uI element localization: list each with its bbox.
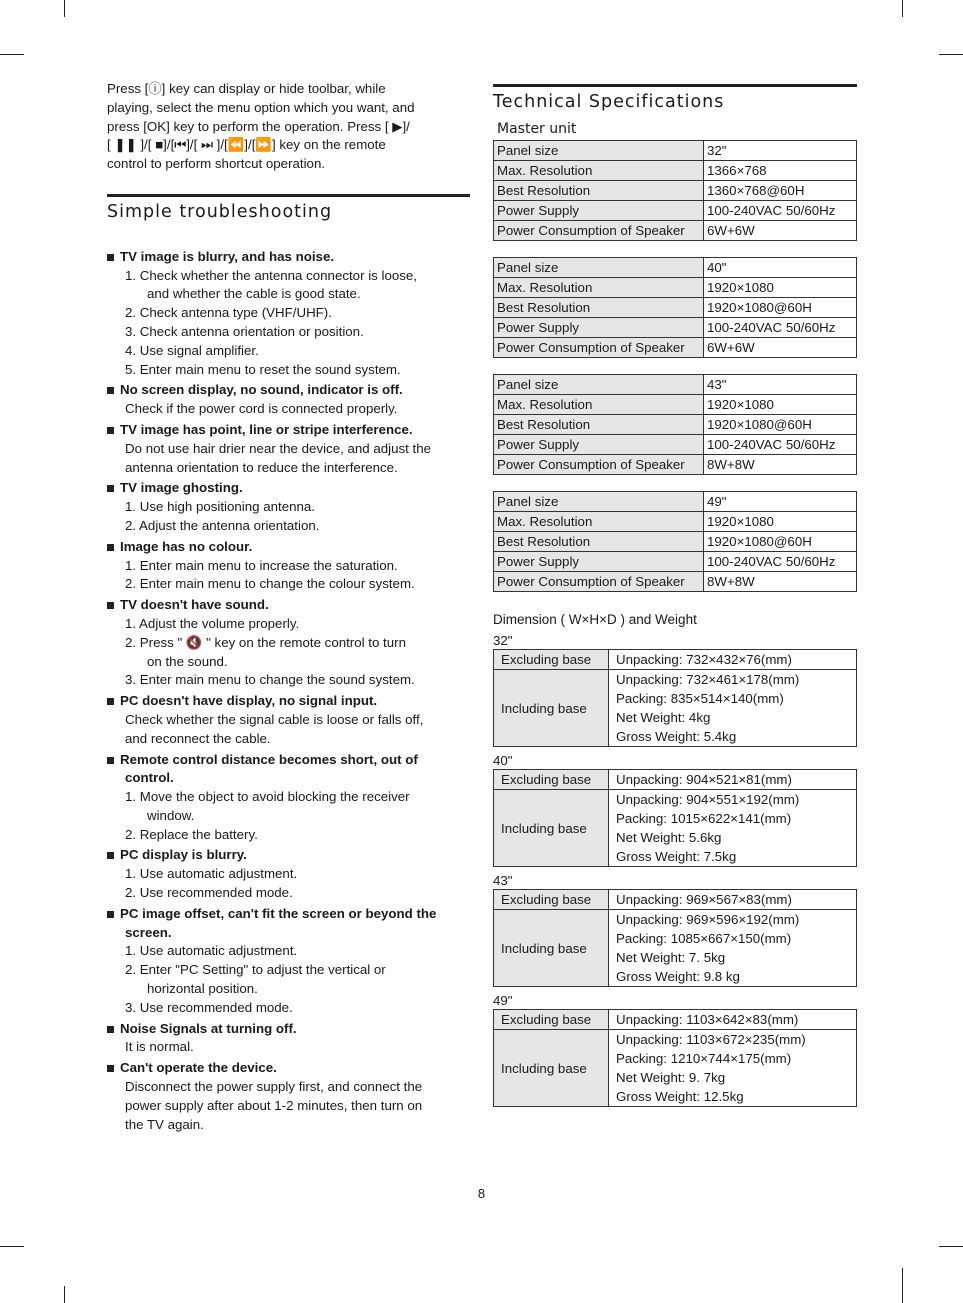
- dimension-table: [493, 1009, 857, 1107]
- spec-key: Power Supply: [494, 435, 704, 455]
- troubleshooting-line: It is normal.: [125, 1039, 194, 1055]
- including-base-line: Net Weight: 9. 7kg: [616, 1070, 726, 1085]
- spec-key: Power Consumption of Speaker: [494, 221, 704, 241]
- including-base-label: Including base: [494, 910, 609, 987]
- dimension-row-excluding: [494, 650, 857, 670]
- spec-value: 32": [704, 141, 857, 161]
- bullet-square-icon: [107, 911, 114, 918]
- spec-value: 1920×1080@60H: [704, 532, 857, 552]
- including-base-line: Net Weight: 4kg: [616, 710, 711, 725]
- troubleshooting-line: Check whether the signal cable is loose or falls off,: [125, 711, 424, 727]
- including-base-values: [609, 910, 857, 987]
- intro-line: control to perform shortcut operation.: [107, 156, 326, 172]
- spec-key: Best Resolution: [494, 415, 704, 435]
- troubleshooting-heading: TV image has point, line or stripe interference.: [107, 421, 470, 440]
- excluding-base-value: Unpacking: 1103×642×83(mm): [609, 1010, 857, 1030]
- intro-line: playing, select the menu option which you want, and: [107, 99, 415, 115]
- troubleshooting-item: [107, 1059, 470, 1134]
- spec-table: [493, 374, 857, 475]
- spec-value: 100-240VAC 50/60Hz: [704, 435, 857, 455]
- including-base-line: Packing: 835×514×140(mm): [616, 691, 784, 706]
- bullet-square-icon: [107, 427, 114, 434]
- spec-value: 1920×1080@60H: [704, 298, 857, 318]
- spec-key: Best Resolution: [494, 181, 704, 201]
- spec-key: Power Supply: [494, 552, 704, 572]
- dimension-row-including: [494, 910, 857, 987]
- crop-mark: [64, 1286, 65, 1303]
- troubleshooting-line: 2. Adjust the antenna orientation.: [125, 517, 320, 533]
- troubleshooting-line: 1. Use high positioning antenna.: [125, 499, 315, 515]
- spec-key: Panel size: [494, 375, 704, 395]
- troubleshooting-heading: TV doesn't have sound.: [107, 596, 470, 615]
- spec-row: [494, 435, 857, 455]
- troubleshooting-item: [107, 479, 470, 535]
- dimension-title: Dimension ( W×H×D ) and Weight: [493, 612, 697, 627]
- troubleshooting-line: 3. Check antenna orientation or position.: [125, 323, 364, 339]
- spec-row: [494, 455, 857, 475]
- spec-row: [494, 298, 857, 318]
- dimension-row-excluding: [494, 770, 857, 790]
- spec-key: Power Supply: [494, 318, 704, 338]
- troubleshooting-item: [107, 381, 470, 419]
- spec-row: [494, 532, 857, 552]
- spec-row: [494, 375, 857, 395]
- spec-key: Max. Resolution: [494, 512, 704, 532]
- including-base-label: Including base: [494, 790, 609, 867]
- troubleshooting-item: [107, 421, 470, 477]
- dimension-size-label: 49": [493, 993, 513, 1008]
- page-number: 8: [477, 1186, 486, 1201]
- troubleshooting-line: and reconnect the cable.: [125, 730, 271, 746]
- including-base-line: Unpacking: 904×551×192(mm): [616, 792, 800, 807]
- dimension-table: [493, 769, 857, 867]
- spec-key: Panel size: [494, 492, 704, 512]
- including-base-label: Including base: [494, 1030, 609, 1107]
- intro-line: press [OK] key to perform the operation. Press [ ▶]/: [107, 118, 410, 134]
- spec-key: Best Resolution: [494, 532, 704, 552]
- troubleshooting-line: 2. Check antenna type (VHF/UHF).: [125, 305, 332, 321]
- troubleshooting-line: the TV again.: [125, 1116, 204, 1132]
- bullet-square-icon: [107, 544, 114, 551]
- troubleshooting-heading: No screen display, no sound, indicator is off.: [107, 381, 470, 400]
- troubleshooting-line: window.: [147, 807, 195, 823]
- dimension-row-including: [494, 1030, 857, 1107]
- troubleshooting-line: 2. Press " 🔇 " key on the remote control to turn: [125, 634, 406, 650]
- including-base-line: Gross Weight: 5.4kg: [616, 729, 737, 744]
- excluding-base-label: Excluding base: [494, 890, 609, 910]
- troubleshooting-line: 2. Enter "PC Setting" to adjust the vertical or: [125, 962, 386, 978]
- bullet-square-icon: [107, 1065, 114, 1072]
- spec-row: [494, 278, 857, 298]
- dimension-row-including: [494, 790, 857, 867]
- troubleshooting-heading: PC display is blurry.: [107, 846, 470, 865]
- including-base-line: Unpacking: 969×596×192(mm): [616, 912, 800, 927]
- troubleshooting-heading: Noise Signals at turning off.: [107, 1020, 470, 1039]
- spec-row: [494, 258, 857, 278]
- including-base-values: [609, 790, 857, 867]
- spec-value: 100-240VAC 50/60Hz: [704, 318, 857, 338]
- troubleshooting-line: on the sound.: [147, 653, 228, 669]
- troubleshooting-item: [107, 692, 470, 748]
- spec-row: [494, 221, 857, 241]
- dimension-size-label: 43": [493, 873, 513, 888]
- including-base-values: [609, 1030, 857, 1107]
- crop-mark: [0, 54, 24, 55]
- troubleshooting-line: antenna orientation to reduce the interference.: [125, 459, 398, 475]
- spec-row: [494, 141, 857, 161]
- spec-value: 1920×1080: [704, 395, 857, 415]
- spec-value: 6W+6W: [704, 221, 857, 241]
- spec-value: 43": [704, 375, 857, 395]
- troubleshooting-item: [107, 1020, 470, 1058]
- troubleshooting-heading: Can't operate the device.: [107, 1059, 470, 1078]
- troubleshooting-item: [107, 538, 470, 594]
- crop-mark: [64, 0, 65, 17]
- spec-row: [494, 492, 857, 512]
- spec-table: [493, 491, 857, 592]
- including-base-line: Unpacking: 1103×672×235(mm): [616, 1032, 806, 1047]
- spec-value: 8W+8W: [704, 455, 857, 475]
- excluding-base-label: Excluding base: [494, 770, 609, 790]
- dimension-table: [493, 649, 857, 747]
- dimension-groups: [493, 633, 857, 1107]
- including-base-line: Unpacking: 732×461×178(mm): [616, 672, 800, 687]
- crop-mark: [902, 1268, 903, 1303]
- troubleshooting-line: power supply after about 1-2 minutes, then turn on: [125, 1097, 423, 1113]
- troubleshooting-line: and whether the cable is good state.: [147, 286, 361, 302]
- excluding-base-value: Unpacking: 904×521×81(mm): [609, 770, 857, 790]
- troubleshooting-line: 2. Use recommended mode.: [125, 885, 293, 901]
- troubleshooting-heading: Remote control distance becomes short, out of: [107, 751, 470, 770]
- troubleshooting-line: 1. Enter main menu to increase the saturation.: [125, 557, 398, 573]
- specs-title: Technical Specifications: [493, 92, 725, 112]
- intro-line: [ ❚❚ ]/[ ■]/[⏮]/[ ⏭ ]/[⏪]/[⏩] key on the remote: [107, 137, 386, 153]
- section-rule: [493, 84, 857, 87]
- troubleshooting-line: 3. Use recommended mode.: [125, 999, 293, 1015]
- excluding-base-value: Unpacking: 732×432×76(mm): [609, 650, 857, 670]
- spec-row: [494, 201, 857, 221]
- spec-key: Power Consumption of Speaker: [494, 572, 704, 592]
- dimension-table: [493, 889, 857, 987]
- troubleshooting-title: Simple troubleshooting: [107, 201, 333, 222]
- including-base-label: Including base: [494, 670, 609, 747]
- troubleshooting-heading: TV image ghosting.: [107, 479, 470, 498]
- spec-table: [493, 140, 857, 241]
- spec-value: 40": [704, 258, 857, 278]
- spec-value: 1920×1080: [704, 278, 857, 298]
- including-base-line: Packing: 1210×744×175(mm): [616, 1051, 792, 1066]
- troubleshooting-line: horizontal position.: [147, 981, 258, 997]
- spec-key: Power Consumption of Speaker: [494, 455, 704, 475]
- spec-key: Power Supply: [494, 201, 704, 221]
- spec-value: 6W+6W: [704, 338, 857, 358]
- spec-value: 100-240VAC 50/60Hz: [704, 552, 857, 572]
- spec-row: [494, 512, 857, 532]
- intro-line: Press [ⓘ] key can display or hide toolbar, while: [107, 81, 386, 96]
- spec-value: 8W+8W: [704, 572, 857, 592]
- troubleshooting-heading-cont: screen.: [125, 924, 172, 940]
- troubleshooting-heading: Image has no colour.: [107, 538, 470, 557]
- bullet-square-icon: [107, 602, 114, 609]
- troubleshooting-line: 1. Adjust the volume properly.: [125, 615, 300, 631]
- including-base-line: Gross Weight: 9.8 kg: [616, 969, 740, 984]
- troubleshooting-line: 2. Replace the battery.: [125, 826, 258, 842]
- spec-key: Max. Resolution: [494, 395, 704, 415]
- troubleshooting-line: 1. Use automatic adjustment.: [125, 943, 298, 959]
- including-base-line: Net Weight: 7. 5kg: [616, 950, 726, 965]
- troubleshooting-line: 1. Move the object to avoid blocking the receiver: [125, 789, 410, 805]
- spec-key: Best Resolution: [494, 298, 704, 318]
- intro-paragraph: [107, 80, 470, 174]
- spec-key: Panel size: [494, 141, 704, 161]
- spec-value: 1366×768: [704, 161, 857, 181]
- spec-value: 1360×768@60H: [704, 181, 857, 201]
- bullet-square-icon: [107, 852, 114, 859]
- troubleshooting-item: [107, 846, 470, 902]
- bullet-square-icon: [107, 485, 114, 492]
- spec-tables: [493, 140, 857, 592]
- spec-row: [494, 395, 857, 415]
- including-base-line: Gross Weight: 7.5kg: [616, 849, 737, 864]
- spec-value: 1920×1080: [704, 512, 857, 532]
- troubleshooting-item: [107, 248, 470, 380]
- troubleshooting-line: 3. Enter main menu to change the sound system.: [125, 672, 415, 688]
- bullet-square-icon: [107, 387, 114, 394]
- spec-table: [493, 257, 857, 358]
- spec-value: 49": [704, 492, 857, 512]
- spec-key: Max. Resolution: [494, 278, 704, 298]
- dimension-size-label: 40": [493, 753, 513, 768]
- crop-mark: [939, 1246, 963, 1247]
- troubleshooting-heading-cont: control.: [125, 770, 174, 786]
- spec-row: [494, 415, 857, 435]
- troubleshooting-list: [107, 248, 470, 1135]
- bullet-square-icon: [107, 1026, 114, 1033]
- troubleshooting-heading: PC doesn't have display, no signal input.: [107, 692, 470, 711]
- left-column: [107, 80, 470, 1136]
- including-base-line: Gross Weight: 12.5kg: [616, 1089, 744, 1104]
- troubleshooting-item: [107, 751, 470, 845]
- dimension-row-excluding: [494, 1010, 857, 1030]
- including-base-line: Net Weight: 5.6kg: [616, 830, 722, 845]
- troubleshooting-line: 2. Enter main menu to change the colour system.: [125, 576, 415, 592]
- spec-value: 100-240VAC 50/60Hz: [704, 201, 857, 221]
- troubleshooting-line: 1. Check whether the antenna connector is loose,: [125, 267, 417, 283]
- including-base-line: Packing: 1085×667×150(mm): [616, 931, 792, 946]
- including-base-line: Packing: 1015×622×141(mm): [616, 811, 792, 826]
- specs-subtitle: Master unit: [497, 121, 577, 137]
- right-column: [493, 84, 857, 1107]
- troubleshooting-heading: TV image is blurry, and has noise.: [107, 248, 470, 267]
- troubleshooting-line: 1. Use automatic adjustment.: [125, 866, 298, 882]
- bullet-square-icon: [107, 698, 114, 705]
- spec-row: [494, 161, 857, 181]
- dimension-size-label: 32": [493, 633, 513, 648]
- troubleshooting-heading: PC image offset, can't fit the screen or beyond the: [107, 905, 470, 924]
- dimension-row-excluding: [494, 890, 857, 910]
- spec-key: Panel size: [494, 258, 704, 278]
- excluding-base-value: Unpacking: 969×567×83(mm): [609, 890, 857, 910]
- crop-mark: [902, 0, 903, 17]
- troubleshooting-item: [107, 905, 470, 1018]
- including-base-values: [609, 670, 857, 747]
- spec-key: Max. Resolution: [494, 161, 704, 181]
- excluding-base-label: Excluding base: [494, 650, 609, 670]
- troubleshooting-line: 4. Use signal amplifier.: [125, 342, 259, 358]
- spec-key: Power Consumption of Speaker: [494, 338, 704, 358]
- troubleshooting-line: 5. Enter main menu to reset the sound system.: [125, 361, 401, 377]
- crop-mark: [939, 54, 963, 55]
- spec-row: [494, 318, 857, 338]
- troubleshooting-line: Check if the power cord is connected properly.: [125, 401, 398, 417]
- spec-row: [494, 572, 857, 592]
- bullet-square-icon: [107, 757, 114, 764]
- dimension-row-including: [494, 670, 857, 747]
- troubleshooting-line: Disconnect the power supply first, and connect the: [125, 1079, 423, 1095]
- spec-row: [494, 338, 857, 358]
- bullet-square-icon: [107, 254, 114, 261]
- troubleshooting-item: [107, 596, 470, 690]
- section-rule: [107, 194, 470, 197]
- spec-row: [494, 181, 857, 201]
- spec-row: [494, 552, 857, 572]
- excluding-base-label: Excluding base: [494, 1010, 609, 1030]
- crop-mark: [0, 1246, 24, 1247]
- troubleshooting-line: Do not use hair drier near the device, and adjust the: [125, 440, 432, 456]
- spec-value: 1920×1080@60H: [704, 415, 857, 435]
